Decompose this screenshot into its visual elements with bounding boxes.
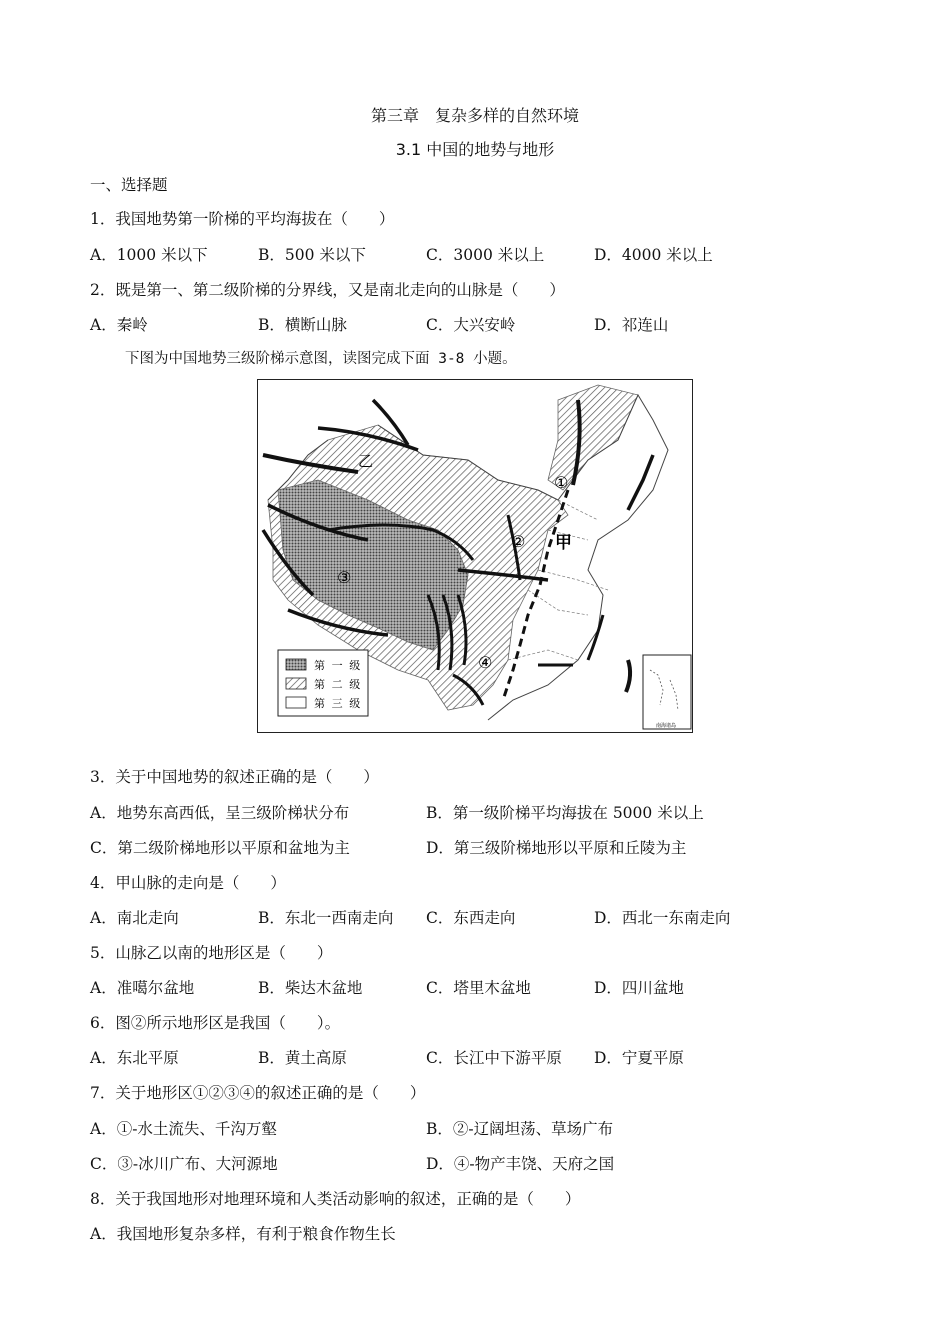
q7-option-c: C．③-冰川广布、大河源地 (90, 1155, 278, 1173)
china-terrain-map (257, 379, 693, 733)
q6-option-d: D．宁夏平原 (594, 1049, 684, 1067)
inset-label: 南海诸岛 (656, 723, 677, 729)
legend-step-three: 第 三 级 (314, 697, 361, 710)
q1-option-c: C．3000 米以上 (426, 246, 545, 264)
q2-option-b: B．横断山脉 (258, 316, 347, 334)
map-svg (258, 380, 693, 733)
label-jia: 甲 (555, 533, 572, 553)
q1-option-a: A．1000 米以下 (90, 246, 208, 264)
chapter-title: 第三章 复杂多样的自然环境 (370, 106, 579, 125)
label-region-3: ③ (337, 568, 352, 587)
q4-option-d: D．西北一东南走向 (594, 909, 731, 927)
q2-option-c: C．大兴安岭 (426, 316, 516, 334)
question-3-stem: 3．关于中国地势的叙述正确的是（ ） (90, 768, 379, 786)
question-4-stem: 4．甲山脉的走向是（ ） (90, 874, 286, 892)
map-legend (278, 650, 368, 716)
q1-option-d: D．4000 米以上 (594, 246, 713, 264)
section-title: 3.1 中国的地势与地形 (395, 140, 555, 159)
legend-step-two: 第 二 级 (314, 678, 361, 691)
q3-option-c: C．第二级阶梯地形以平原和盆地为主 (90, 839, 350, 857)
q1-option-b: B．500 米以下 (258, 246, 366, 264)
question-1-stem: 1．我国地势第一阶梯的平均海拔在（ ） (90, 210, 395, 228)
q4-option-a: A．南北走向 (90, 909, 179, 927)
q5-option-c: C．塔里木盆地 (426, 979, 531, 997)
q6-option-b: B．黄土高原 (258, 1049, 347, 1067)
label-yi: 乙 (358, 452, 374, 470)
label-region-4: ④ (478, 653, 493, 672)
q7-option-a: A．①-水土流失、千沟万壑 (90, 1120, 277, 1138)
question-8-stem: 8．关于我国地形对地理环境和人类活动影响的叙述，正确的是（ ） (90, 1190, 581, 1208)
q6-option-a: A．东北平原 (90, 1049, 179, 1067)
q5-option-b: B．柴达木盆地 (258, 979, 363, 997)
section-label: 一、选择题 (90, 176, 168, 194)
map-intro: 下图为中国地势三级阶梯示意图，读图完成下面 3-8 小题。 (125, 351, 517, 367)
q3-option-d: D．第三级阶梯地形以平原和丘陵为主 (426, 839, 687, 857)
question-6-stem: 6．图②所示地形区是我国（ ）。 (90, 1014, 341, 1032)
q4-option-c: C．东西走向 (426, 909, 516, 927)
q7-option-b: B．②-辽阔坦荡、草场广布 (426, 1120, 614, 1138)
question-2-stem: 2．既是第一、第二级阶梯的分界线，又是南北走向的山脉是（ ） (90, 281, 565, 299)
q8-option-a: A．我国地形复杂多样，有利于粮食作物生长 (90, 1225, 396, 1243)
label-region-1: ① (554, 473, 569, 492)
south-china-sea-inset (643, 655, 691, 729)
q3-option-b: B．第一级阶梯平均海拔在 5000 米以上 (426, 804, 704, 822)
q2-option-a: A．秦岭 (90, 316, 148, 334)
q7-option-d: D．④-物产丰饶、天府之国 (426, 1155, 615, 1173)
q5-option-d: D．四川盆地 (594, 979, 684, 997)
q4-option-b: B．东北一西南走向 (258, 909, 394, 927)
q2-option-d: D．祁连山 (594, 316, 669, 334)
q3-option-a: A．地势东高西低，呈三级阶梯状分布 (90, 804, 350, 822)
question-7-stem: 7．关于地形区①②③④的叙述正确的是（ ） (90, 1084, 426, 1102)
question-5-stem: 5．山脉乙以南的地形区是（ ） (90, 944, 333, 962)
legend-step-one: 第 一 级 (314, 659, 361, 672)
label-region-2: ② (511, 532, 526, 551)
q5-option-a: A．准噶尔盆地 (90, 979, 195, 997)
q6-option-c: C．长江中下游平原 (426, 1049, 562, 1067)
